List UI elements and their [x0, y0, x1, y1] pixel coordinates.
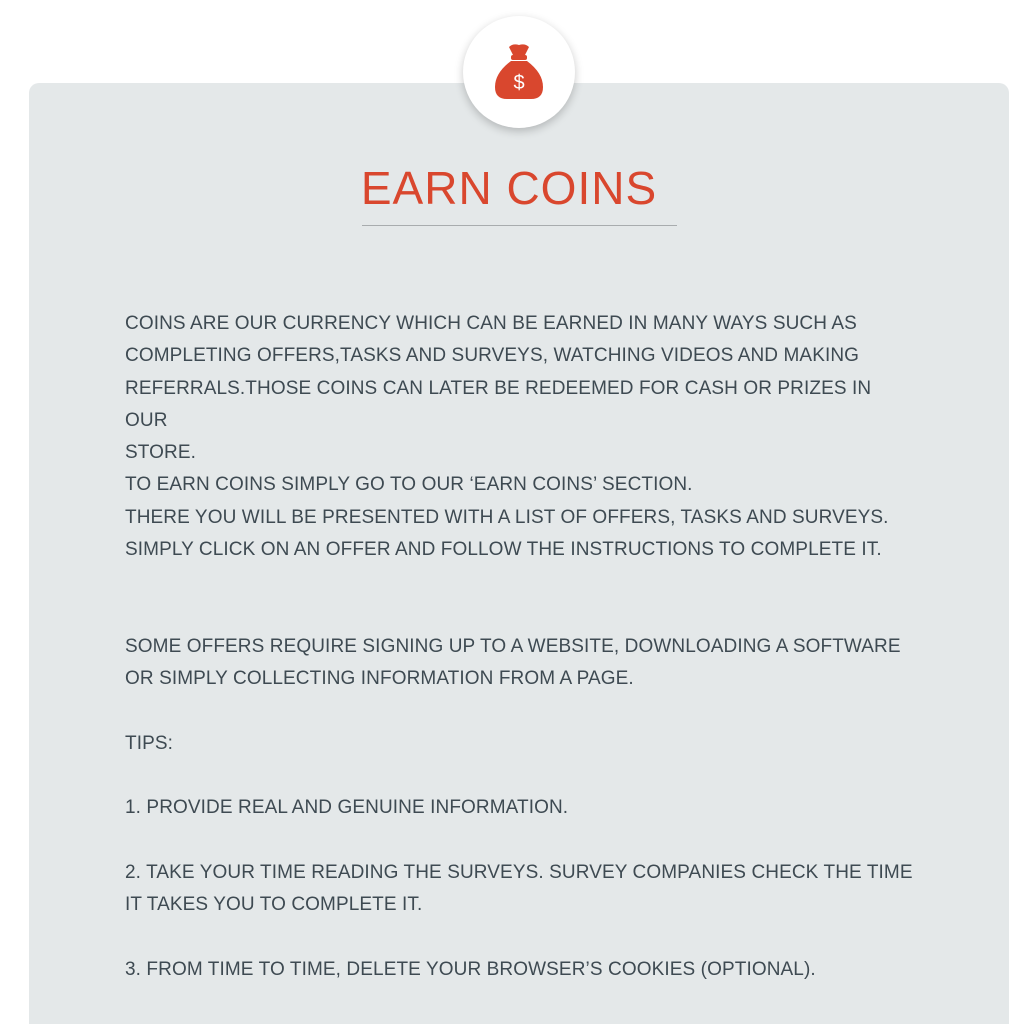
title-divider [362, 225, 677, 226]
tip-item: 1. PROVIDE REAL AND GENUINE INFORMATION. [125, 797, 569, 819]
click-instruction-line: SIMPLY CLICK ON AN OFFER AND FOLLOW THE INSTRUCTIONS TO COMPLETE IT. [125, 539, 882, 561]
money-bag-icon [489, 41, 549, 103]
page-title: EARN COINS [360, 162, 658, 214]
intro-paragraph: COINS ARE OUR CURRENCY WHICH CAN BE EARNED IN MANY WAYS SUCH AS COMPLETING OFFERS,TASKS AND SURVEYS, WATCHING VIDEOS AND MAKING REFERRALS.THOSE COINS CAN LATER BE REDEEMED FOR CASH OR PRIZES IN OUR STORE. [125, 313, 872, 464]
tips-heading: TIPS: [125, 732, 174, 754]
tip-item: 2. TAKE YOUR TIME READING THE SURVEYS. SURVEY COMPANIES CHECK THE TIME IT TAKES YOU TO COMPLETE IT. [125, 862, 913, 916]
content-body [125, 308, 915, 986]
tip-item: 3. FROM TIME TO TIME, DELETE YOUR BROWSER’S COOKIES (OPTIONAL). [125, 958, 816, 980]
offers-paragraph: SOME OFFERS REQUIRE SIGNING UP TO A WEBSITE, DOWNLOADING A SOFTWARE OR SIMPLY COLLECTING INFORMATION FROM A PAGE. [125, 635, 901, 690]
how-to-line: TO EARN COINS SIMPLY GO TO OUR ‘EARN COINS’ SECTION. [125, 474, 693, 496]
presented-line: THERE YOU WILL BE PRESENTED WITH A LIST OF OFFERS, TASKS AND SURVEYS. [125, 506, 889, 528]
icon-badge [463, 16, 575, 128]
dollar-symbol: $ [513, 72, 525, 94]
